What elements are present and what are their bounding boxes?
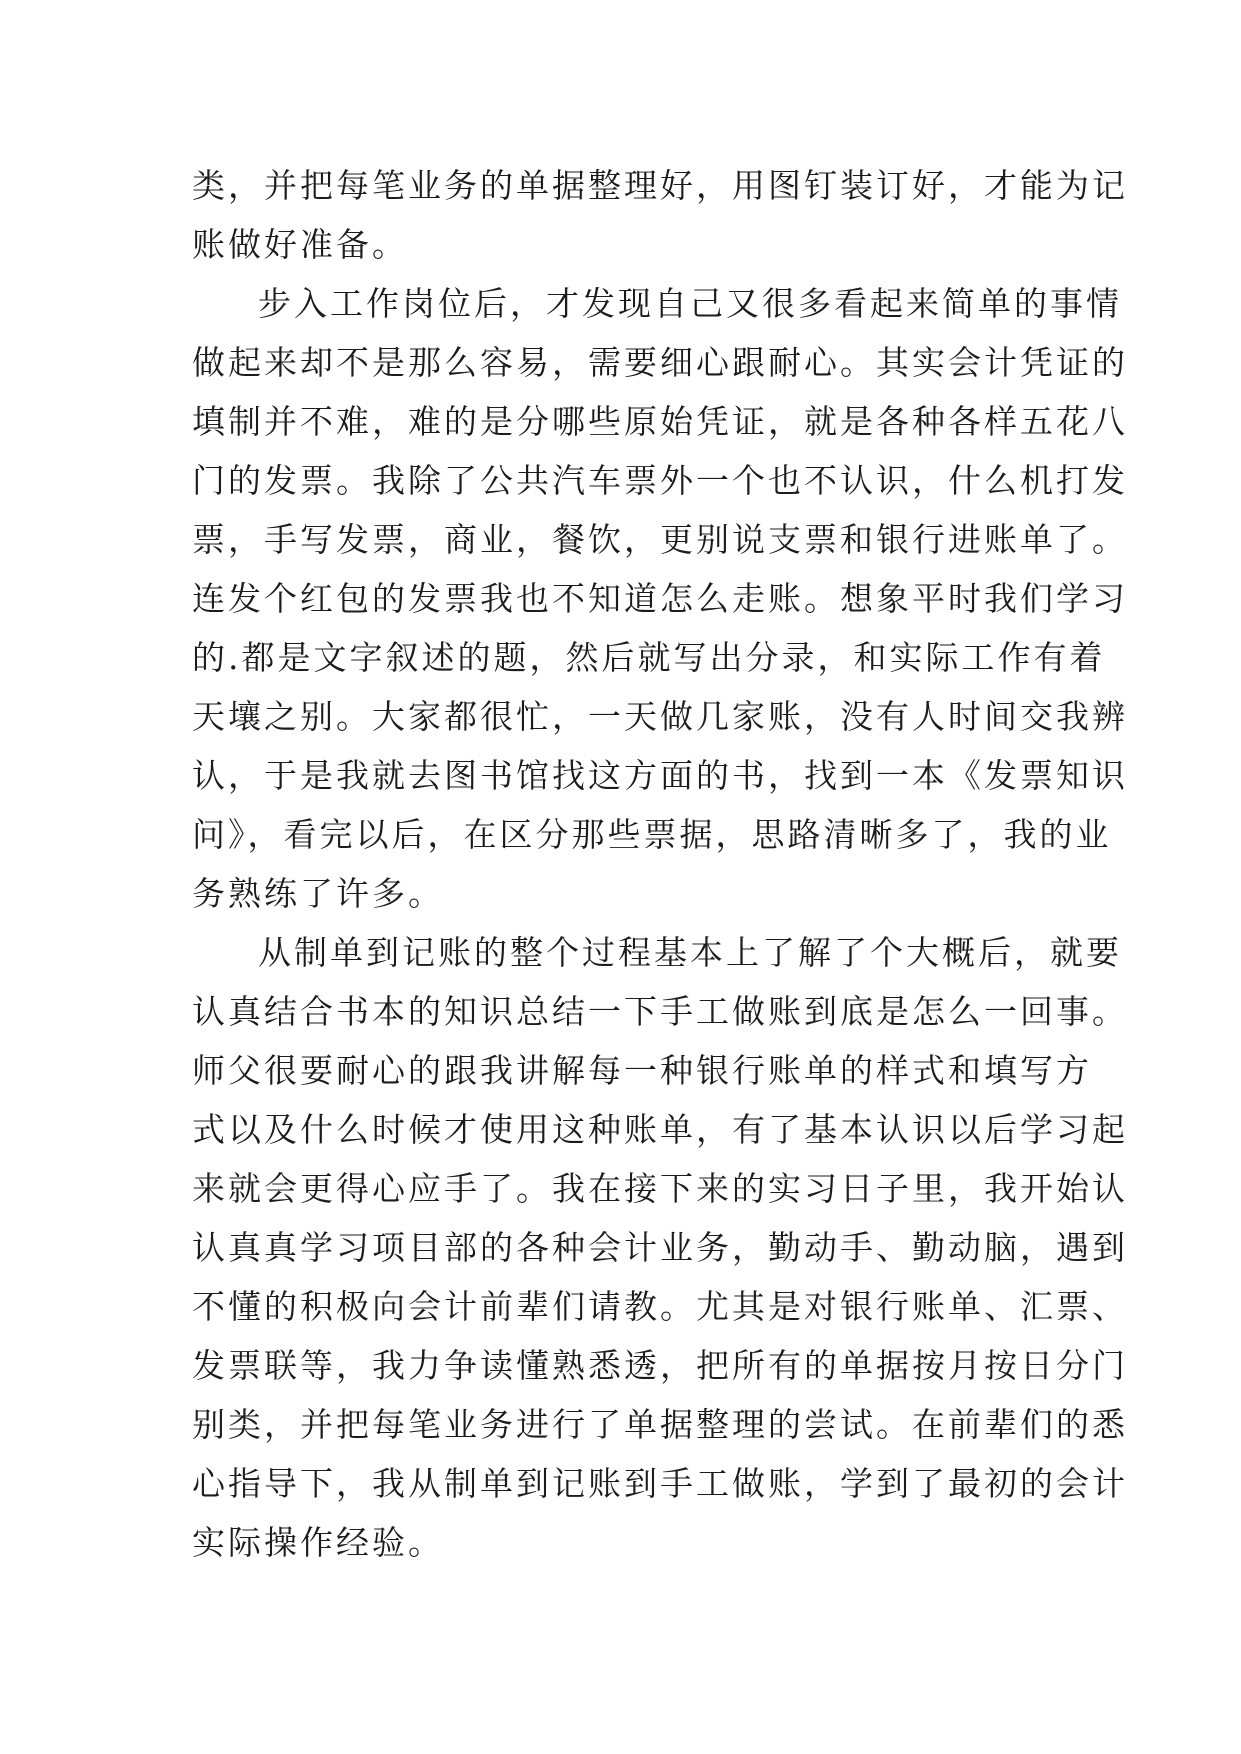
- paragraph-start-line: 步入工作岗位后，才发现自己又很多看起来简单的事情: [258, 284, 1122, 323]
- text-line: 问》，看完以后，在区分那些票据，思路清晰多了，我的业: [192, 815, 1112, 854]
- text-line: 发票联等，我力争读懂熟悉透，把所有的单据按月按日分门: [192, 1346, 1128, 1385]
- text-line: 填制并不难，难的是分哪些原始凭证，就是各种各样五花八: [192, 402, 1128, 441]
- text-line: 务熟练了许多。: [192, 874, 444, 913]
- text-line: 类，并把每笔业务的单据整理好，用图钉装订好，才能为记: [192, 166, 1128, 205]
- text-line: 票，手写发票，商业，餐饮，更别说支票和银行进账单了。: [192, 520, 1128, 559]
- text-line: 师父很要耐心的跟我讲解每一种银行账单的样式和填写方: [192, 1051, 1092, 1090]
- text-line: 认真真学习项目部的各种会计业务，勤动手、勤动脑，遇到: [192, 1228, 1128, 1267]
- text-line: 心指导下，我从制单到记账到手工做账，学到了最初的会计: [192, 1464, 1128, 1503]
- paragraph-start-line: 从制单到记账的整个过程基本上了解了个大概后，就要: [258, 933, 1122, 972]
- text-line: 式以及什么时候才使用这种账单，有了基本认识以后学习起: [192, 1110, 1128, 1149]
- text-line: 不懂的积极向会计前辈们请教。尤其是对银行账单、汇票、: [192, 1287, 1128, 1326]
- text-line: 认真结合书本的知识总结一下手工做账到底是怎么一回事。: [192, 992, 1128, 1031]
- text-line: 门的发票。我除了公共汽车票外一个也不认识，什么机打发: [192, 461, 1128, 500]
- text-line: 别类，并把每笔业务进行了单据整理的尝试。在前辈们的悉: [192, 1405, 1128, 1444]
- text-line: 天壤之别。大家都很忙，一天做几家账，没有人时间交我辨: [192, 697, 1128, 736]
- text-line: 实际操作经验。: [192, 1523, 444, 1562]
- body-text: [192, 156, 1128, 1572]
- text-line: 做起来却不是那么容易，需要细心跟耐心。其实会计凭证的: [192, 343, 1128, 382]
- text-line: 认，于是我就去图书馆找这方面的书，找到一本《发票知识: [192, 756, 1128, 795]
- text-line: 连发个红包的发票我也不知道怎么走账。想象平时我们学习: [192, 579, 1128, 618]
- text-line: 的.都是文字叙述的题，然后就写出分录，和实际工作有着: [192, 638, 1106, 677]
- text-line: 来就会更得心应手了。我在接下来的实习日子里，我开始认: [192, 1169, 1128, 1208]
- text-line: 账做好准备。: [192, 225, 408, 264]
